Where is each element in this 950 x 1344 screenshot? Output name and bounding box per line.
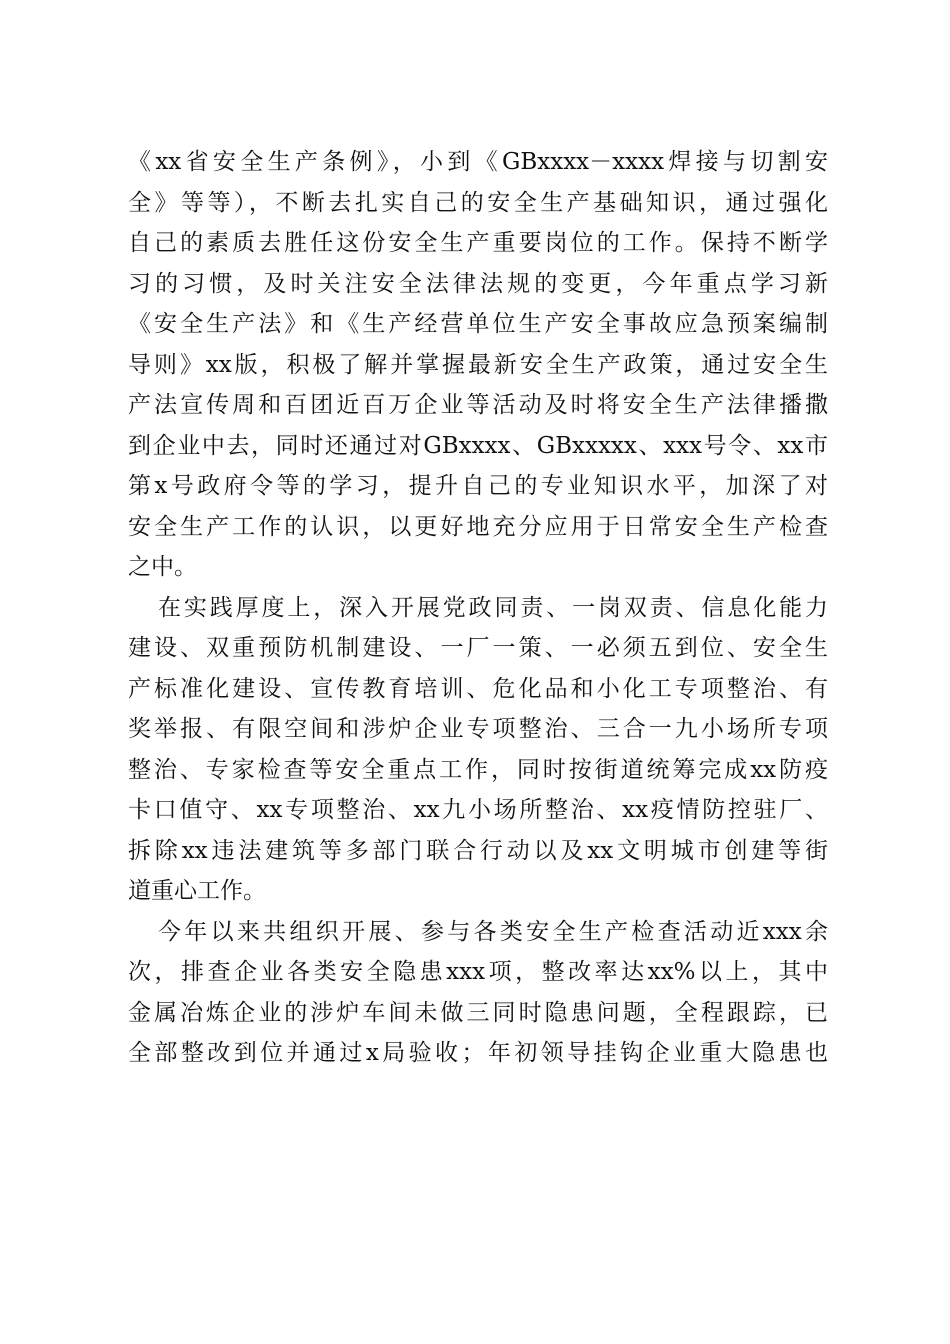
paragraph-2 bbox=[128, 588, 828, 912]
body-text bbox=[128, 142, 828, 1074]
text-line: 自己的素质去胜任这份安全生产重要岗位的工作。保持不断学 bbox=[128, 230, 828, 256]
text-line: 《xx省安全生产条例》，小到《GBxxxx－xxxx焊接与切割安 bbox=[128, 149, 828, 175]
text-line: 产标准化建设、宣传教育培训、危化品和小化工专项整治、有 bbox=[128, 675, 828, 702]
text-line: 全部整改到位并通过x局验收；年初领导挂钩企业重大隐患也 bbox=[128, 1040, 828, 1066]
text-line: 奖举报、有限空间和涉炉企业专项整治、三合一九小场所专项 bbox=[128, 716, 828, 742]
text-line: 建设、双重预防机制建设、一厂一策、一必须五到位、安全生 bbox=[128, 635, 828, 661]
text-line: 第x号政府令等的学习，提升自己的专业知识水平，加深了对 bbox=[128, 473, 828, 499]
text-line: 拆除xx违法建筑等多部门联合行动以及xx文明城市创建等街 bbox=[128, 837, 828, 864]
text-line: 到企业中去，同时还通过对GBxxxx、GBxxxxx、xxx号令、xx市 bbox=[128, 432, 828, 459]
text-line: 之中。 bbox=[128, 554, 197, 580]
text-line: 卡口值守、xx专项整治、xx九小场所整治、xx疫情防控驻厂、 bbox=[128, 797, 828, 823]
text-line: 今年以来共组织开展、参与各类安全生产检查活动近xxx余 bbox=[158, 918, 828, 945]
text-line: 《安全生产法》和《生产经营单位生产安全事故应急预案编制 bbox=[128, 311, 828, 337]
text-line: 次，排查企业各类安全隐患xxx项，整改率达xx%以上，其中 bbox=[128, 959, 828, 985]
text-line: 道重心工作。 bbox=[128, 878, 266, 904]
paragraph-1 bbox=[128, 142, 828, 588]
text-line: 安全生产工作的认识，以更好地充分应用于日常安全生产检查 bbox=[128, 513, 828, 540]
text-line: 导则》xx版，积极了解并掌握最新安全生产政策，通过安全生 bbox=[128, 351, 828, 378]
text-line: 产法宣传周和百团近百万企业等活动及时将安全生产法律播撒 bbox=[128, 392, 828, 418]
text-line: 金属冶炼企业的涉炉车间未做三同时隐患问题，全程跟踪，已 bbox=[128, 999, 828, 1026]
text-line: 习的习惯，及时关注安全法律法规的变更，今年重点学习新 bbox=[128, 270, 828, 297]
text-line: 在实践厚度上，深入开展党政同责、一岗双责、信息化能力 bbox=[158, 594, 828, 621]
text-line: 全》等等），不断去扎实自己的安全生产基础知识，通过强化 bbox=[128, 189, 828, 216]
text-line: 整治、专家检查等安全重点工作，同时按街道统筹完成xx防疫 bbox=[128, 756, 828, 783]
paragraph-3 bbox=[128, 912, 828, 1074]
